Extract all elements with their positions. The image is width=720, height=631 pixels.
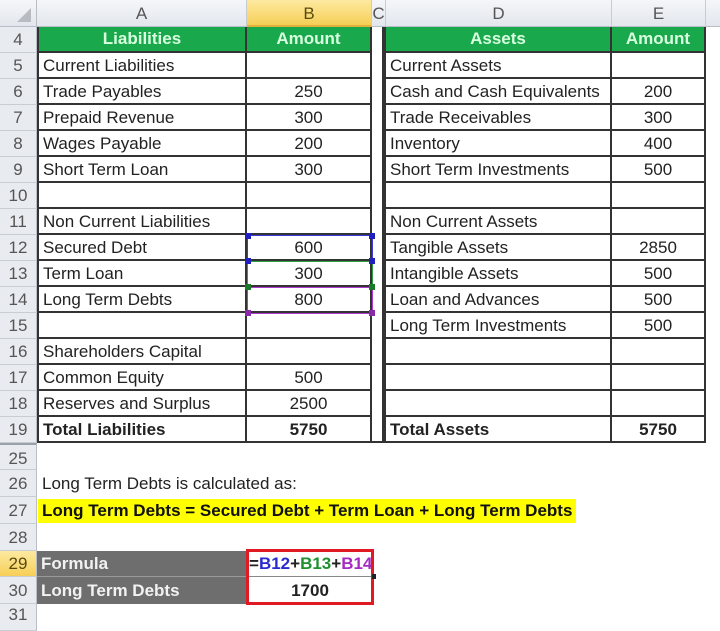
row-header-19[interactable]: 19 — [0, 417, 37, 443]
asset-amount-cell[interactable]: 500 — [612, 287, 706, 313]
column-c-cell[interactable] — [372, 27, 384, 53]
total-assets-label[interactable]: Total Assets — [386, 417, 612, 443]
column-header-f-partial[interactable] — [706, 0, 720, 27]
result-value-cell[interactable]: 1700 — [291, 581, 329, 600]
row-header-25[interactable]: 25 — [0, 443, 37, 470]
asset-label-cell[interactable]: Long Term Investments — [386, 313, 612, 339]
liability-label-cell[interactable]: Prepaid Revenue — [39, 105, 247, 131]
column-c-cells[interactable] — [372, 53, 384, 443]
formula-ref-b13: B13 — [300, 554, 332, 573]
row-header-29[interactable]: 29 — [0, 551, 37, 577]
asset-label-cell[interactable]: Tangible Assets — [386, 235, 612, 261]
row-header-28[interactable]: 28 — [0, 524, 37, 551]
column-header-a[interactable]: A — [37, 0, 247, 27]
formula-label-cell[interactable]: Formula — [37, 551, 247, 577]
asset-label-cell[interactable]: Intangible Assets — [386, 261, 612, 287]
liability-amount-cell[interactable] — [247, 209, 372, 235]
formula-equals: = — [249, 554, 259, 573]
liability-label-cell[interactable]: Term Loan — [39, 261, 247, 287]
row-header-5[interactable]: 5 — [0, 53, 37, 79]
liabilities-amount-header: Amount — [247, 27, 372, 53]
formula-plus: + — [290, 554, 301, 573]
liability-amount-cell[interactable]: 250 — [247, 79, 372, 105]
column-header-e[interactable]: E — [612, 0, 706, 27]
term-loan-amount-cell[interactable]: 300 — [247, 261, 372, 287]
asset-amount-cell[interactable] — [612, 53, 706, 79]
ref-box-b14 — [247, 287, 373, 314]
ref-handle-b12-bl[interactable] — [245, 258, 251, 264]
liability-amount-cell[interactable] — [247, 313, 372, 339]
long-term-debts-amount-cell[interactable]: 800 — [247, 287, 372, 313]
asset-amount-cell[interactable]: 200 — [612, 79, 706, 105]
asset-amount-cell[interactable] — [612, 391, 706, 417]
column-header-c[interactable]: C — [372, 0, 386, 27]
liability-label-cell[interactable]: Short Term Loan — [39, 157, 247, 183]
column-header-d[interactable]: D — [386, 0, 612, 27]
asset-amount-cell[interactable] — [612, 183, 706, 209]
formula-ref-b14: B14 — [341, 554, 373, 573]
ref-handle-b13-br[interactable] — [369, 284, 375, 290]
formula-plus: + — [331, 554, 342, 573]
asset-amount-cell[interactable]: 500 — [612, 261, 706, 287]
liability-amount-cell[interactable]: 300 — [247, 157, 372, 183]
liability-label-cell[interactable]: Secured Debt — [39, 235, 247, 261]
liability-label-cell[interactable]: Reserves and Surplus — [39, 391, 247, 417]
ref-handle-b14-br[interactable] — [369, 310, 375, 316]
liability-amount-cell[interactable] — [247, 183, 372, 209]
liability-label-cell[interactable]: Current Liabilities — [39, 53, 247, 79]
total-liabilities-label[interactable]: Total Liabilities — [39, 417, 247, 443]
asset-label-cell[interactable] — [386, 339, 612, 365]
row-header-14[interactable]: 14 — [0, 287, 37, 313]
row-header-18[interactable]: 18 — [0, 391, 37, 417]
row-header-16[interactable]: 16 — [0, 339, 37, 365]
ref-box-b12 — [247, 235, 373, 262]
asset-amount-cell[interactable]: 500 — [612, 313, 706, 339]
row-header-12[interactable]: 12 — [0, 235, 37, 261]
liability-label-cell[interactable]: Non Current Liabilities — [39, 209, 247, 235]
asset-label-cell[interactable]: Non Current Assets — [386, 209, 612, 235]
asset-label-cell[interactable]: Short Term Investments — [386, 157, 612, 183]
assets-amount-header: Amount — [612, 27, 706, 53]
liability-amount-cell[interactable]: 200 — [247, 131, 372, 157]
row-header-30[interactable]: 30 — [0, 577, 37, 604]
equation-text: Long Term Debts = Secured Debt + Term Loan + Long Term Debts — [38, 499, 576, 523]
row-header-31[interactable]: 31 — [0, 604, 37, 631]
asset-label-cell[interactable] — [386, 183, 612, 209]
row-header-10[interactable]: 10 — [0, 183, 37, 209]
asset-label-cell[interactable] — [386, 365, 612, 391]
asset-label-cell[interactable]: Inventory — [386, 131, 612, 157]
ref-handle-b12-tl[interactable] — [245, 233, 251, 239]
formula-ref-b12: B12 — [258, 554, 291, 573]
row-header-4[interactable]: 4 — [0, 27, 37, 53]
ref-box-b13 — [247, 261, 373, 288]
row-header-15[interactable]: 15 — [0, 313, 37, 339]
asset-label-cell[interactable]: Loan and Advances — [386, 287, 612, 313]
liability-label-cell[interactable] — [39, 313, 247, 339]
ref-handle-b12-br[interactable] — [369, 258, 375, 264]
ref-handle-b14-bl[interactable] — [245, 310, 251, 316]
liability-amount-cell[interactable] — [247, 53, 372, 79]
liability-label-cell[interactable]: Shareholders Capital — [39, 339, 247, 365]
row-header-13[interactable]: 13 — [0, 261, 37, 287]
asset-amount-cell[interactable]: 300 — [612, 105, 706, 131]
row-header-6[interactable]: 6 — [0, 79, 37, 105]
liability-label-cell[interactable]: Long Term Debts — [39, 287, 247, 313]
row-header-7[interactable]: 7 — [0, 105, 37, 131]
explanation-text[interactable]: Long Term Debts is calculated as: — [42, 474, 297, 493]
liability-label-cell[interactable] — [39, 183, 247, 209]
column-header-b[interactable]: B — [247, 0, 372, 27]
liability-amount-cell[interactable]: 2500 — [247, 391, 372, 417]
highlight-red-box — [246, 549, 374, 605]
liability-label-cell[interactable]: Trade Payables — [39, 79, 247, 105]
asset-label-cell[interactable]: Trade Receivables — [386, 105, 612, 131]
liability-amount-cell[interactable]: 300 — [247, 105, 372, 131]
ref-handle-b12-tr[interactable] — [369, 233, 375, 239]
liabilities-header: Liabilities — [39, 27, 247, 53]
total-liabilities-amount[interactable]: 5750 — [247, 417, 372, 443]
asset-amount-cell[interactable]: 2850 — [612, 235, 706, 261]
row-header-8[interactable]: 8 — [0, 131, 37, 157]
fill-handle[interactable] — [372, 574, 376, 579]
liability-label-cell[interactable]: Wages Payable — [39, 131, 247, 157]
row-header-9[interactable]: 9 — [0, 157, 37, 183]
row-header-26[interactable]: 26 — [0, 470, 37, 497]
ref-handle-b13-bl[interactable] — [245, 284, 251, 290]
asset-amount-cell[interactable] — [612, 209, 706, 235]
liability-amount-cell[interactable]: 500 — [247, 365, 372, 391]
assets-header: Assets — [386, 27, 612, 53]
row-header-17[interactable]: 17 — [0, 365, 37, 391]
asset-label-cell[interactable]: Current Assets — [386, 53, 612, 79]
result-label-cell[interactable]: Long Term Debts — [37, 577, 247, 604]
select-all-corner[interactable] — [0, 0, 37, 27]
equation-cell[interactable] — [38, 497, 576, 524]
asset-amount-cell[interactable]: 400 — [612, 131, 706, 157]
row-header-11[interactable]: 11 — [0, 209, 37, 235]
secured-debt-amount-cell[interactable]: 600 — [247, 235, 372, 261]
asset-label-cell[interactable]: Cash and Cash Equivalents — [386, 79, 612, 105]
asset-amount-cell[interactable]: 500 — [612, 157, 706, 183]
asset-label-cell[interactable] — [386, 391, 612, 417]
liability-amount-cell[interactable] — [247, 339, 372, 365]
total-assets-amount[interactable]: 5750 — [612, 417, 706, 443]
asset-amount-cell[interactable] — [612, 365, 706, 391]
row-header-27[interactable]: 27 — [0, 497, 37, 524]
select-all-triangle-icon — [17, 8, 31, 22]
asset-amount-cell[interactable] — [612, 339, 706, 365]
liability-label-cell[interactable]: Common Equity — [39, 365, 247, 391]
